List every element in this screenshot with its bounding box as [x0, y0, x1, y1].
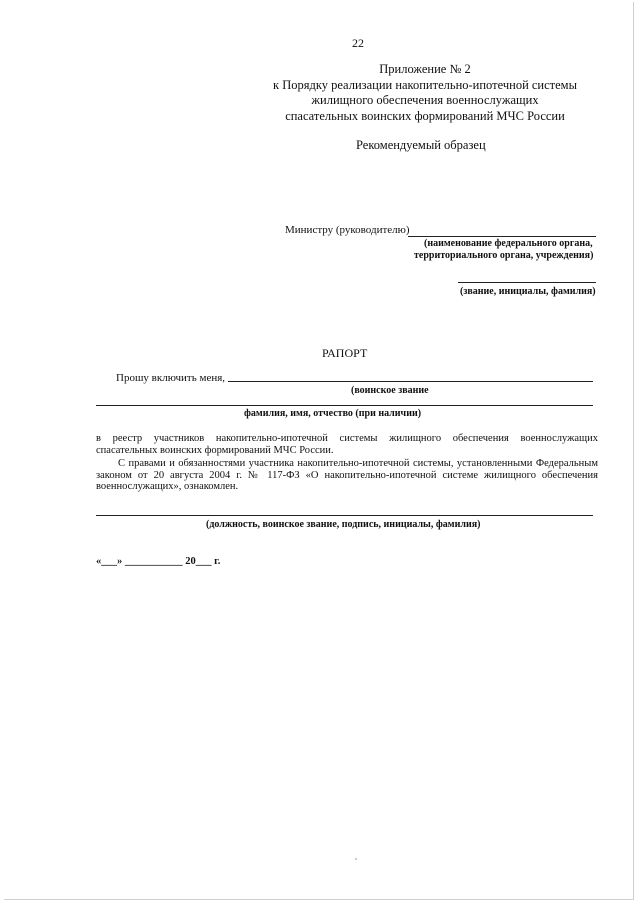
signature-fill-line[interactable] [96, 515, 593, 516]
addressee-hint-1: (наименование федерального органа, [424, 238, 593, 249]
appendix-line-2: жилищного обеспечения военнослужащих [311, 93, 539, 107]
full-name-fill-line[interactable] [96, 405, 593, 406]
request-label: Прошу включить меня, [116, 372, 226, 384]
addressee-hint-2: территориального органа, учреждения) [414, 250, 594, 261]
military-rank-hint: (воинское звание [351, 385, 429, 396]
page-number: 22 [352, 36, 364, 50]
appendix-header [250, 62, 600, 124]
military-rank-fill-line[interactable] [228, 381, 593, 382]
rank-fill-line[interactable] [458, 282, 596, 283]
report-title: РАПОРТ [322, 346, 368, 360]
date-line: «___» ___________ 20___ г. [96, 556, 221, 567]
addressee-rank-hint: (звание, инициалы, фамилия) [460, 286, 596, 297]
signature-hint: (должность, воинское звание, подпись, инициалы, фамилия) [206, 519, 481, 530]
full-name-hint: фамилия, имя, отчество (при наличии) [244, 408, 422, 419]
appendix-line-1: к Порядку реализации накопительно-ипотечной системы [273, 77, 577, 92]
addressee-label: Министру (руководителю) [285, 224, 410, 236]
paragraph-register: в реестр участников накопительно-ипотечной системы жилищного обеспечения военнослужащих спасательных воинских формирований МЧС России. [96, 433, 598, 456]
sample-note: Рекомендуемый образец [356, 138, 486, 152]
appendix-line-3: спасательных воинских формирований МЧС России [285, 108, 565, 123]
scan-speck [355, 858, 357, 860]
appendix-title: Приложение № 2 [379, 62, 471, 76]
addressee-fill-line[interactable] [408, 236, 596, 237]
paragraph-acknowledgement: С правами и обязанностями участника накопительно-ипотечной системы, установленными Федеральным законом от 20 августа 2004 г. № 117-ФЗ «О накопительно-ипотечной системе жилищного обеспечения военнослужащих», ознакомлен. [96, 458, 598, 492]
